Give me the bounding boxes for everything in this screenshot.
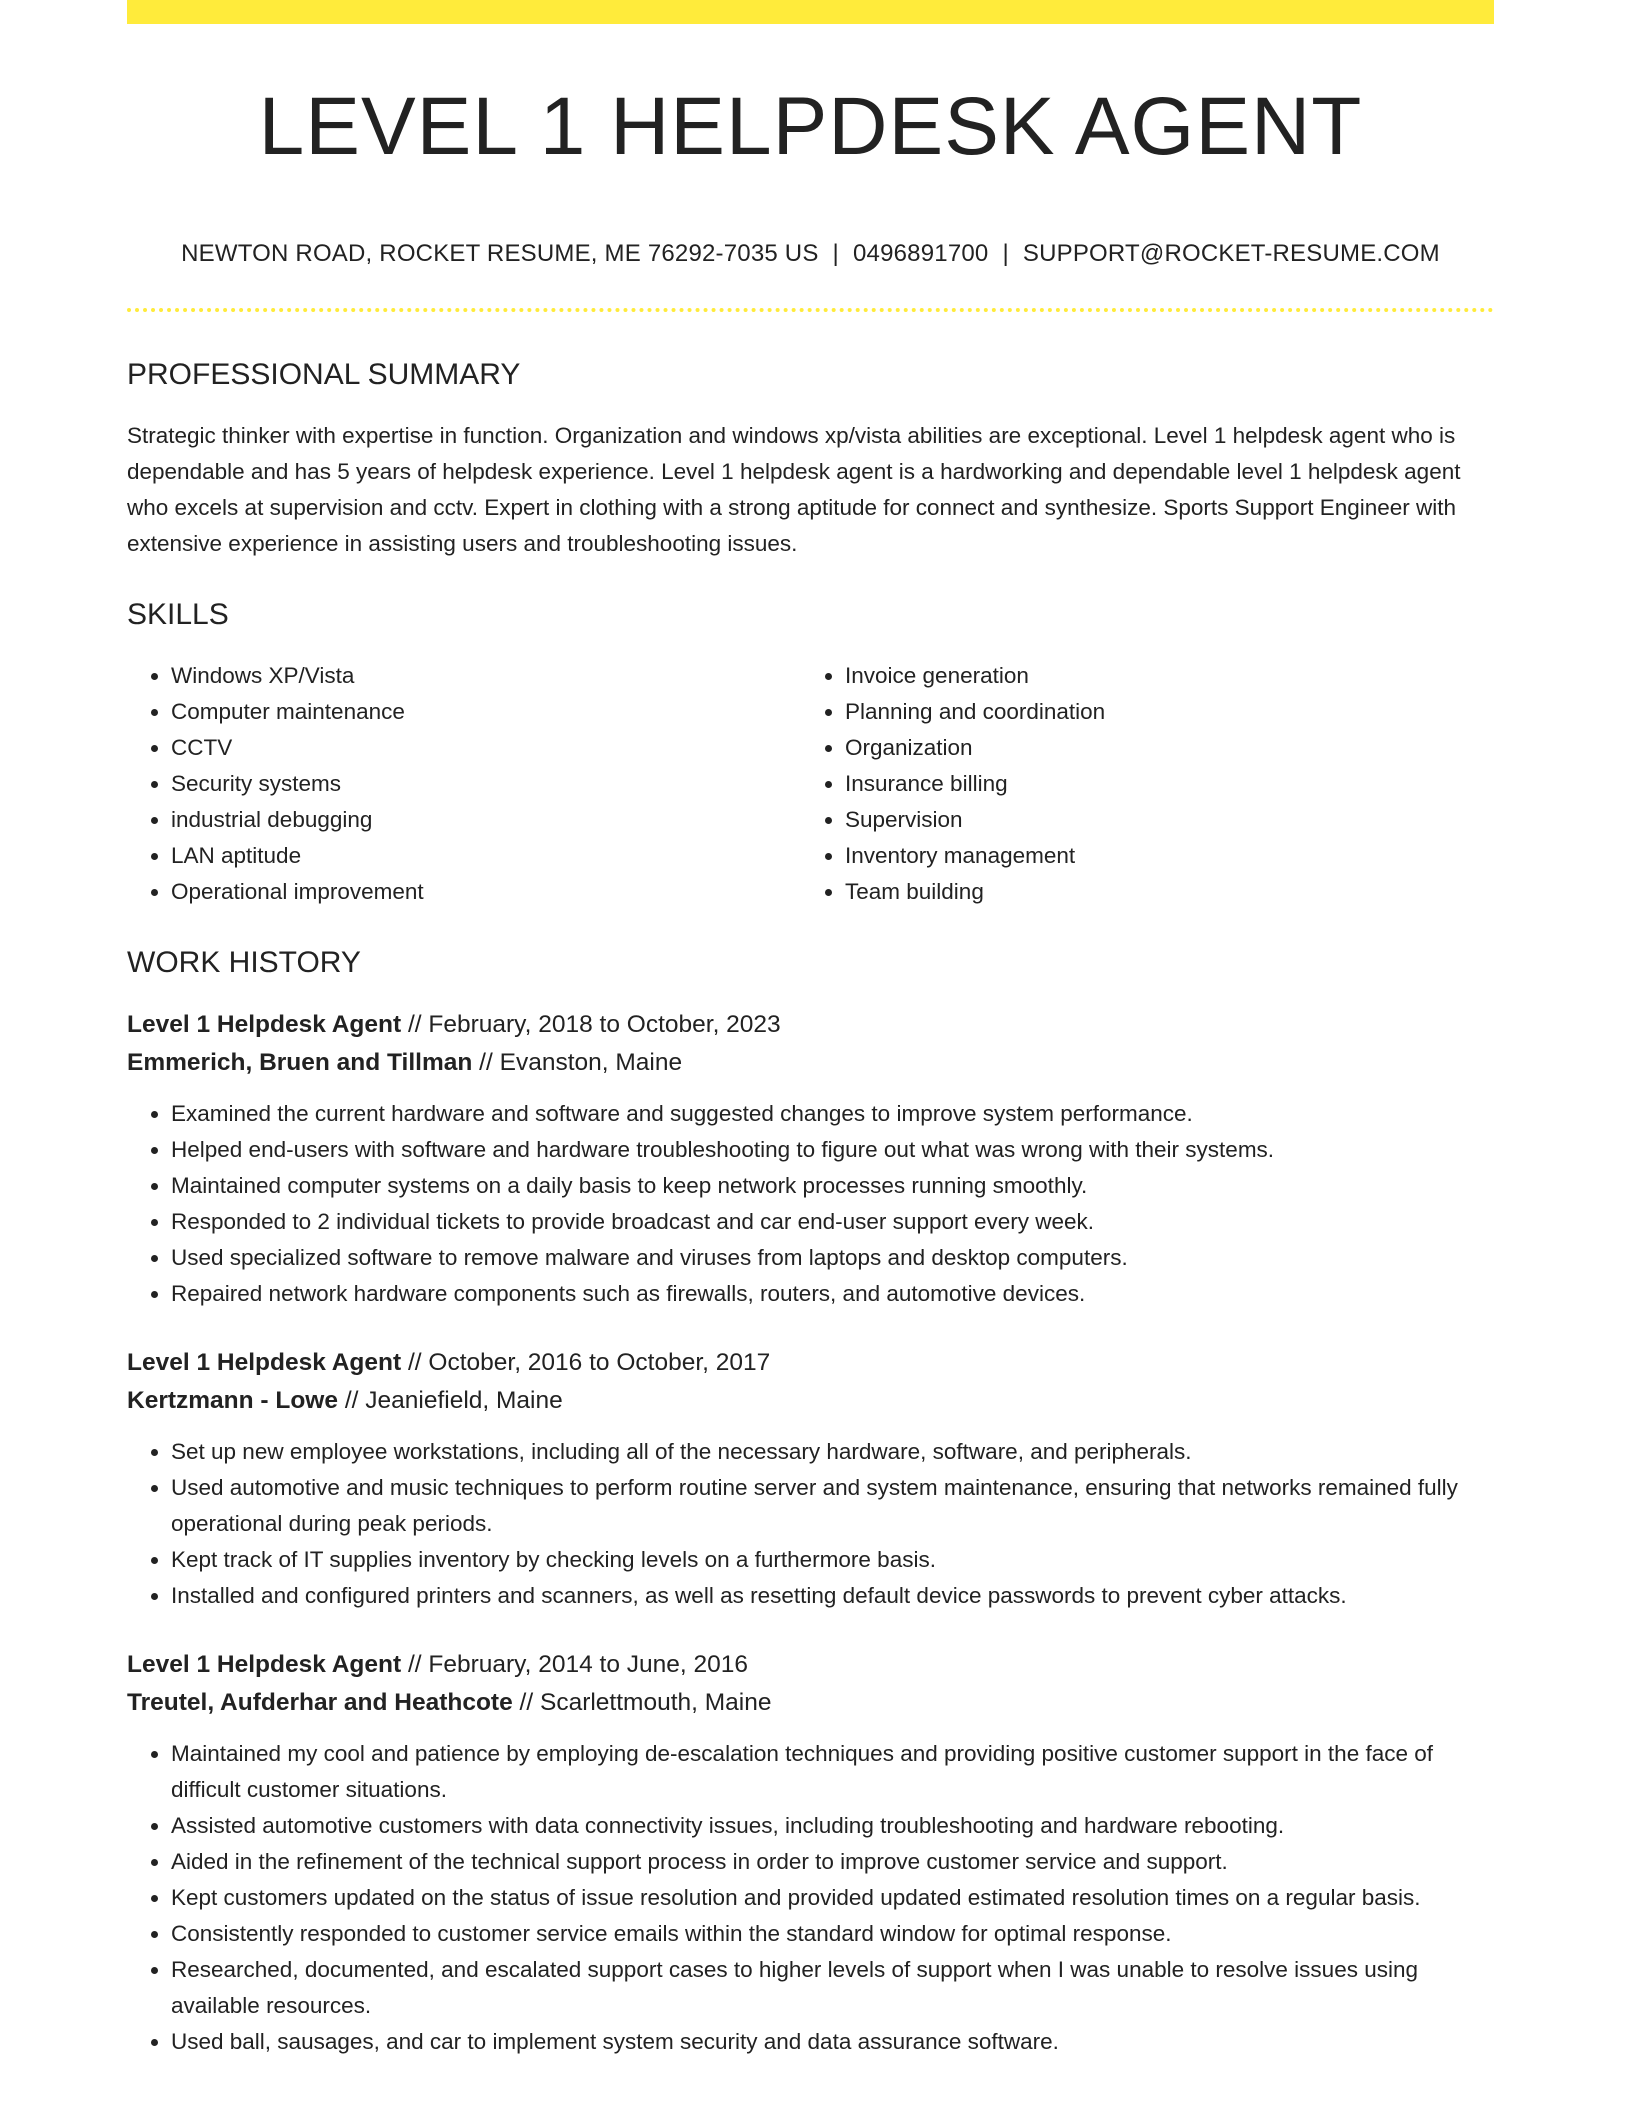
work-history-heading: WORK HISTORY: [127, 946, 361, 979]
contact-line: [127, 240, 1494, 268]
date-separator: //: [407, 1651, 422, 1678]
skill-item: • Windows XP/Vista: [171, 658, 801, 694]
resume-page: [127, 0, 1494, 2060]
contact-address: NEWTON ROAD, ROCKET RESUME, ME 76292-7035 US: [181, 240, 819, 267]
job-bullet: • Researched, documented, and escalated support cases to higher levels of support when I was unable to resolve issues using available resources.: [171, 1952, 1494, 2024]
skill-item: • Planning and coordination: [845, 694, 1475, 730]
job-bullets: [127, 1434, 1494, 1614]
job-title-line: [127, 1646, 1494, 1684]
skill-item: • Insurance billing: [845, 766, 1475, 802]
skill-item: • Computer maintenance: [171, 694, 801, 730]
job-bullets: [127, 1736, 1494, 2060]
skills-column-right: [801, 658, 1475, 910]
date-separator: //: [407, 1011, 422, 1038]
summary-heading: PROFESSIONAL SUMMARY: [127, 358, 521, 391]
contact-separator: |: [1002, 240, 1009, 267]
job-location: Scarlettmouth, Maine: [539, 1689, 772, 1716]
skills-column-left: [127, 658, 801, 910]
job-entry: [127, 1006, 1494, 1312]
job-role: Level 1 Helpdesk Agent: [127, 1011, 402, 1038]
resume-name: LEVEL 1 HELPDESK AGENT: [258, 81, 1363, 172]
skill-item: • Organization: [845, 730, 1475, 766]
skill-item: • LAN aptitude: [171, 838, 801, 874]
job-entry: [127, 1344, 1494, 1614]
job-bullet: • Aided in the refinement of the technical support process in order to improve customer service and support.: [171, 1844, 1494, 1880]
skill-item: • CCTV: [171, 730, 801, 766]
job-company: Kertzmann - Lowe: [127, 1387, 338, 1414]
job-role: Level 1 Helpdesk Agent: [127, 1651, 402, 1678]
job-dates: February, 2018 to October, 2023: [428, 1011, 781, 1038]
job-company-line: [127, 1044, 1494, 1082]
job-location: Jeaniefield, Maine: [365, 1387, 563, 1414]
skill-item: • industrial debugging: [171, 802, 801, 838]
job-location: Evanston, Maine: [499, 1049, 683, 1076]
skills-list: [127, 658, 1494, 910]
skill-item: • Supervision: [845, 802, 1475, 838]
contact-email[interactable]: SUPPORT@ROCKET-RESUME.COM: [1022, 240, 1440, 267]
skill-item: • Inventory management: [845, 838, 1475, 874]
job-dates: February, 2014 to June, 2016: [428, 1651, 749, 1678]
skill-item: • Security systems: [171, 766, 801, 802]
job-title-line: [127, 1344, 1494, 1382]
job-role: Level 1 Helpdesk Agent: [127, 1349, 402, 1376]
job-company-line: [127, 1684, 1494, 1722]
job-bullet: • Helped end-users with software and hardware troubleshooting to figure out what was wrong with their systems.: [171, 1132, 1494, 1168]
date-separator: //: [407, 1349, 422, 1376]
summary-text: Strategic thinker with expertise in function. Organization and windows xp/vista abilities are exceptional. Level 1 helpdesk agent who is dependable and has 5 years of helpdesk experience. Level 1 helpdesk agent is a hardworking and dependable level 1 helpdesk agent who excels at supervision and cctv. Expert in clothing with a strong aptitude for connect and synthesize. Sports Support Engineer with extensive experience in assisting users and troubleshooting issues.: [127, 423, 1461, 556]
job-company-line: [127, 1382, 1494, 1420]
job-bullet: • Responded to 2 individual tickets to provide broadcast and car end-user support every week.: [171, 1204, 1494, 1240]
job-company: Treutel, Aufderhar and Heathcote: [127, 1689, 513, 1716]
job-bullet: • Set up new employee workstations, including all of the necessary hardware, software, and peripherals.: [171, 1434, 1494, 1470]
skills-heading: SKILLS: [127, 598, 229, 631]
job-bullets: [127, 1096, 1494, 1312]
skill-item: • Invoice generation: [845, 658, 1475, 694]
job-bullet: • Kept customers updated on the status of issue resolution and provided updated estimated resolution times on a regular basis.: [171, 1880, 1494, 1916]
job-company: Emmerich, Bruen and Tillman: [127, 1049, 473, 1076]
job-bullet: • Used automotive and music techniques to perform routine server and system maintenance, ensuring that networks remained fully operational during peak periods.: [171, 1470, 1494, 1542]
skill-item: • Team building: [845, 874, 1475, 910]
job-bullet: • Maintained computer systems on a daily basis to keep network processes running smoothly.: [171, 1168, 1494, 1204]
job-bullet: • Maintained my cool and patience by employing de-escalation techniques and providing positive customer support in the face of difficult customer situations.: [171, 1736, 1494, 1808]
contact-separator: |: [832, 240, 839, 267]
dotted-divider: [127, 308, 1494, 312]
date-separator: //: [479, 1049, 493, 1076]
job-bullet: • Examined the current hardware and software and suggested changes to improve system performance.: [171, 1096, 1494, 1132]
job-bullet: • Used ball, sausages, and car to implement system security and data assurance software.: [171, 2024, 1494, 2060]
date-separator: //: [519, 1689, 534, 1716]
contact-phone: 0496891700: [852, 240, 989, 267]
job-dates: October, 2016 to October, 2017: [428, 1349, 771, 1376]
skill-item: • Operational improvement: [171, 874, 801, 910]
job-bullet: • Repaired network hardware components such as firewalls, routers, and automotive devices.: [171, 1276, 1494, 1312]
job-bullet: • Installed and configured printers and scanners, as well as resetting default device passwords to prevent cyber attacks.: [171, 1578, 1494, 1614]
job-entry: [127, 1646, 1494, 2060]
job-bullet: • Kept track of IT supplies inventory by checking levels on a furthermore basis.: [171, 1542, 1494, 1578]
job-title-line: [127, 1006, 1494, 1044]
date-separator: //: [344, 1387, 359, 1414]
job-bullet: • Assisted automotive customers with data connectivity issues, including troubleshooting and hardware rebooting.: [171, 1808, 1494, 1844]
job-bullet: • Consistently responded to customer service emails within the standard window for optimal response.: [171, 1916, 1494, 1952]
job-bullet: • Used specialized software to remove malware and viruses from laptops and desktop computers.: [171, 1240, 1494, 1276]
accent-bar: [127, 0, 1494, 24]
